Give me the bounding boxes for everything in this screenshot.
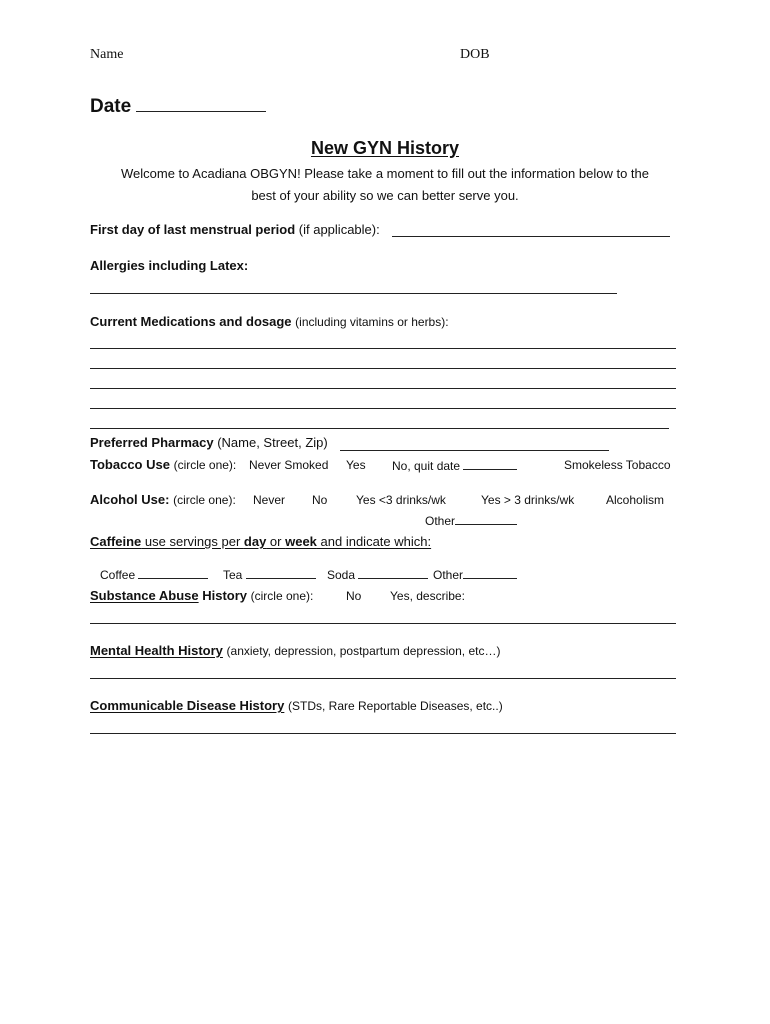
medications-note: (including vitamins or herbs):	[295, 315, 449, 329]
tobacco-field	[90, 457, 236, 472]
pharmacy-label: Preferred Pharmacy	[90, 435, 214, 450]
alcohol-note: (circle one):	[173, 493, 236, 507]
caffeine-soda[interactable]: Soda	[327, 567, 428, 582]
caffeine-heading: Caffeine use servings per day or week and indicate which:	[90, 534, 432, 549]
medications-field	[90, 314, 449, 329]
mental-note: (anxiety, depression, postpartum depression, etc…)	[226, 644, 501, 658]
medications-line[interactable]	[90, 408, 676, 409]
alcohol-option-alcoholism[interactable]: Alcoholism	[606, 493, 665, 507]
communicable-field	[90, 698, 503, 713]
lmp-blank[interactable]	[392, 236, 670, 237]
alcohol-option-under-3[interactable]: Yes <3 drinks/wk	[356, 493, 446, 507]
welcome-line-2: best of your ability so we can better serve you.	[251, 188, 519, 203]
medications-line[interactable]	[90, 348, 676, 349]
allergies-label: Allergies including Latex:	[90, 258, 249, 273]
lmp-note: (if applicable):	[298, 222, 380, 237]
quit-date-blank[interactable]	[463, 458, 517, 470]
pharmacy-note: (Name, Street, Zip)	[217, 435, 328, 450]
form-title: New GYN History	[310, 138, 460, 158]
substance-option-no[interactable]: No	[346, 589, 362, 603]
substance-label: Substance Abuse	[90, 588, 199, 603]
communicable-note: (STDs, Rare Reportable Diseases, etc..)	[287, 699, 503, 713]
tobacco-option-quit[interactable]: No, quit date	[392, 458, 517, 473]
mental-field	[90, 643, 500, 658]
allergies-line[interactable]	[90, 293, 617, 294]
dob-label: DOB	[460, 47, 490, 62]
alcohol-other-blank[interactable]	[455, 513, 517, 525]
medications-line[interactable]	[90, 428, 669, 429]
substance-note: (circle one):	[250, 589, 314, 603]
tobacco-note: (circle one):	[173, 458, 237, 472]
medications-line[interactable]	[90, 388, 676, 389]
tobacco-option-smokeless[interactable]: Smokeless Tobacco	[564, 458, 671, 472]
tobacco-label: Tobacco Use	[90, 457, 170, 472]
communicable-label: Communicable Disease History	[90, 698, 285, 713]
caffeine-coffee[interactable]: Coffee	[100, 567, 208, 582]
medications-line[interactable]	[90, 368, 676, 369]
lmp-field	[90, 222, 380, 237]
medications-label: Current Medications and dosage	[90, 314, 292, 329]
date-blank[interactable]	[136, 95, 266, 112]
pharmacy-blank[interactable]	[340, 450, 609, 451]
date-field[interactable]	[90, 95, 266, 118]
tobacco-option-never-smoked[interactable]: Never Smoked	[249, 458, 329, 472]
alcohol-option-no[interactable]: No	[312, 493, 328, 507]
substance-field: Substance Abuse History (circle one):	[90, 588, 314, 603]
tobacco-option-yes[interactable]: Yes	[346, 458, 366, 472]
substance-line[interactable]	[90, 623, 676, 624]
welcome-line-1: Welcome to Acadiana OBGYN! Please take a moment to fill out the information below to the	[121, 166, 649, 181]
substance-option-yes[interactable]: Yes, describe:	[390, 589, 465, 603]
caffeine-tea[interactable]: Tea	[223, 567, 316, 582]
alcohol-option-never[interactable]: Never	[253, 493, 286, 507]
caffeine-label: Caffeine	[90, 534, 142, 549]
pharmacy-field	[90, 435, 328, 450]
alcohol-label: Alcohol Use:	[90, 492, 170, 507]
caffeine-other[interactable]: Other	[433, 567, 517, 582]
alcohol-option-over-3[interactable]: Yes > 3 drinks/wk	[481, 493, 575, 507]
alcohol-option-other[interactable]: Other	[425, 513, 517, 528]
date-label: Date	[90, 96, 132, 117]
communicable-line[interactable]	[90, 733, 676, 734]
alcohol-field	[90, 492, 236, 507]
name-label: Name	[90, 47, 124, 62]
lmp-label: First day of last menstrual period	[90, 222, 296, 237]
mental-line[interactable]	[90, 678, 676, 679]
mental-label: Mental Health History	[90, 643, 223, 658]
